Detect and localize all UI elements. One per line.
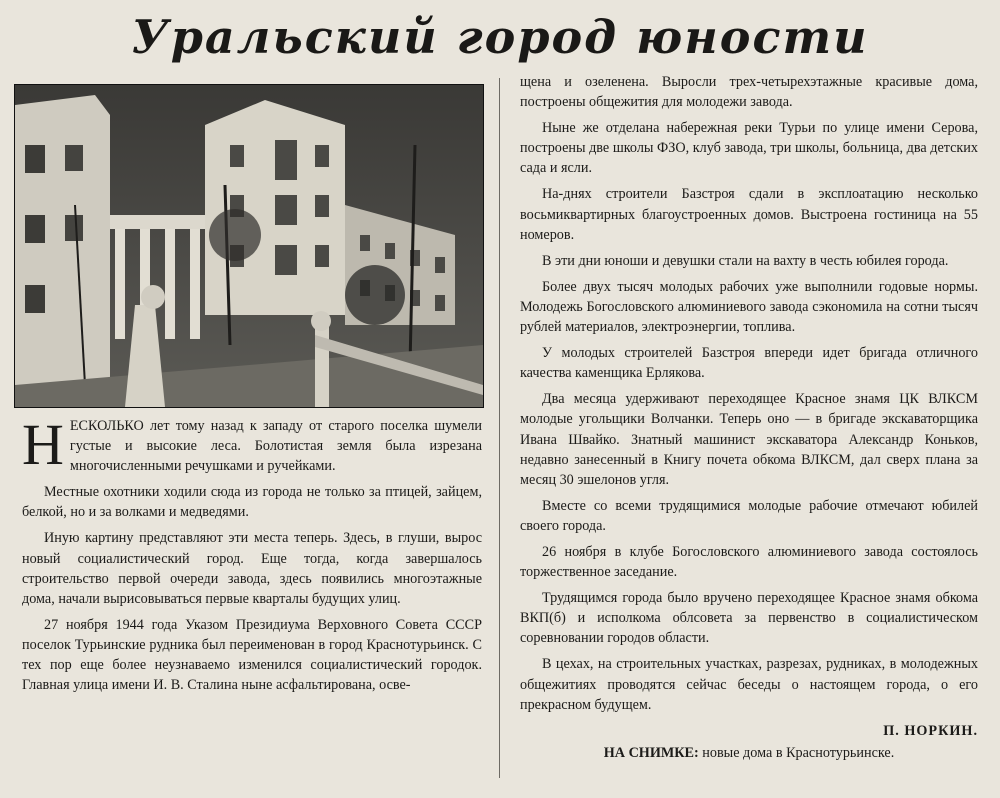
article-paragraph: Ныне же отделана набережная реки Турьи по улице имени Серова, построены две школы ФЗО, клуб завода, три школы, больница, два детских сада и ясли. <box>520 120 978 177</box>
article-paragraph: Более двух тысяч молодых рабочих уже выполнили годовые нормы. Молодежь Богословского алюминиевого завода сэкономила на сотни тысяч рублей материалов, электроэнергии, топлива. <box>520 278 978 336</box>
lead-text: ЕСКОЛЬКО лет тому назад к западу от старого поселка шумели густые и высокие леса. Болотистая земля была изрезана многочисленными речушками и ручейками. <box>69 418 482 475</box>
dropcap-letter: Н <box>22 412 64 477</box>
column-divider <box>499 78 500 778</box>
article-paragraph: Иную картину представляют эти места теперь. Здесь, в глуши, вырос новый социалистический город. Еще тогда, когда завершалось строительство первой очереди завода, здесь появились многоэтажные дома, начали вырисовываться первые кварталы будущих улиц. <box>22 530 482 607</box>
article-paragraph: В цехах, на строительных участках, разрезах, рудниках, в молодежных общежитиях проводятся сейчас беседы о настоящем города, о его прекрасном будущем. <box>520 656 978 713</box>
article-paragraph: 26 ноября в клубе Богословского алюминиевого завода состоялось торжественное заседание. <box>520 543 978 581</box>
photo-illustration <box>15 85 483 407</box>
caption-label: НА СНИМКЕ: <box>603 744 699 761</box>
author-signature: П. НОРКИН. <box>883 722 978 739</box>
article-paragraph: щена и озеленена. Выросли трех-четырехэтажные красивые дома, построены общежития для молодежи завода. <box>520 74 978 111</box>
article-paragraph: На-днях строители Базстроя сдали в эксплоатацию несколько восьмиквартирных благоустроенных домов. Выстроена гостиница на 55 номеров. <box>520 186 978 243</box>
caption-text: новые дома в Краснотурьинске. <box>702 744 895 761</box>
article-paragraph: Трудящимся города было вручено переходящее Красное знамя обкома ВКП(б) и исполкома облсовета за первенство в социалистическом соревновании городов области. <box>520 590 978 647</box>
article-paragraph: Местные охотники ходили сюда из города не только за птицей, зайцем, белкой, но и за волками и медведями. <box>22 484 482 521</box>
article-column-right <box>520 72 978 763</box>
headline: Уральский город юности <box>131 10 869 64</box>
article-paragraph: В эти дни юноши и девушки стали на вахту в честь юбилея города. <box>542 252 949 269</box>
photo-caption <box>520 743 978 763</box>
article-paragraph: Два месяца удерживают переходящее Красное знамя ЦК ВЛКСМ молодые угольщики Волчанки. Теперь оно — в бригаде экскаваторщика Ивана Швайко. Знатный машинист экскаватора Александр Коньков, недавно занесенный в Книгу почета обкома ВЛКСМ, дал сверх плана за месяц 30 эшелонов угля. <box>520 391 978 488</box>
article-column-left <box>22 412 482 701</box>
article-paragraph: 27 ноября 1944 года Указом Президиума Верховного Совета СССР поселок Турьинские рудника был переименован в город Краснотурьинск. С тех пор еще более неузнаваемо изменился социалистический городок. Главная улица имени И. В. Сталина ныне асфальтирована, осве- <box>22 616 482 694</box>
article-paragraph <box>22 412 482 477</box>
news-photo <box>14 84 484 408</box>
article-paragraph: У молодых строителей Базстроя впереди идет бригада отличного качества каменщика Ерлякова. <box>520 345 978 382</box>
article-paragraph: Вместе со всеми трудящимися молодые рабочие отмечают юбилей своего города. <box>520 497 978 534</box>
